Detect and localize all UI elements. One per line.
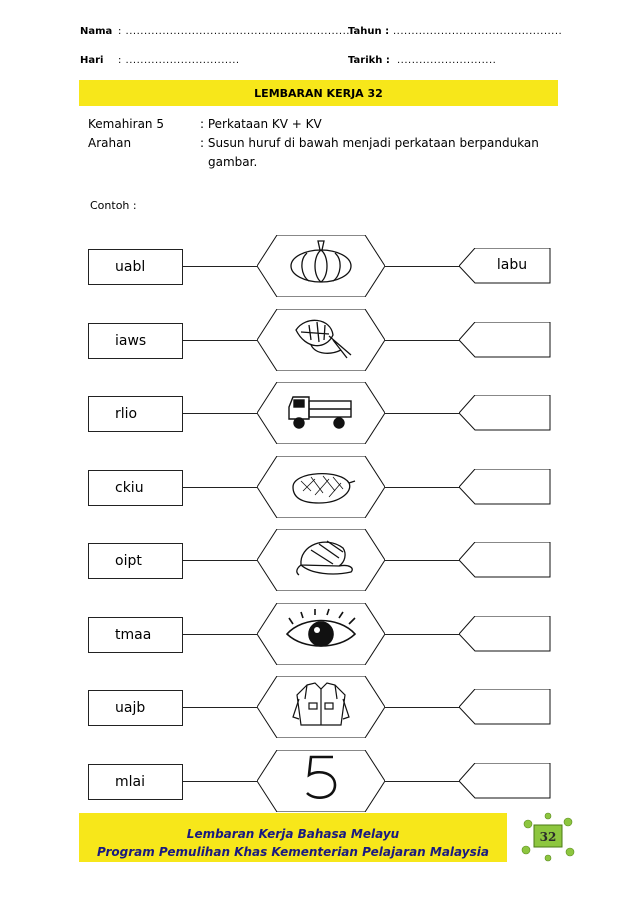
connector-line-left — [182, 487, 257, 488]
connector-line-left — [182, 340, 257, 341]
scrambled-word: uabl — [115, 259, 146, 275]
contoh-label: Contoh : — [90, 199, 137, 212]
scrambled-word: ckiu — [115, 479, 144, 496]
arahan-label: Arahan — [88, 136, 132, 150]
hari-label: Hari — [80, 55, 104, 66]
connector-line-left — [182, 560, 257, 561]
tarikh-field[interactable]: ........................... — [397, 55, 497, 66]
answer-box[interactable] — [459, 689, 551, 729]
hari-field[interactable]: : ............................... — [118, 55, 240, 66]
picture-hexagon — [257, 235, 385, 301]
footer-line2: Program Pemulihan Khas Kementerian Pelajaran Malaysia — [97, 845, 489, 859]
scrambled-word-box — [88, 543, 183, 579]
arahan-value-line1: : Susun huruf di bawah menjadi perkataan berpandukan — [200, 136, 539, 150]
scrambled-word-box — [88, 764, 183, 800]
picture-hexagon — [257, 382, 385, 448]
tahun-label: Tahun : — [348, 26, 390, 37]
connector-line-left — [182, 781, 257, 782]
picture-hexagon — [257, 309, 385, 375]
scrambled-word-box — [88, 470, 183, 506]
scrambled-word: oipt — [115, 553, 142, 569]
answer-box[interactable] — [459, 248, 551, 288]
worksheet-title-banner — [79, 80, 558, 106]
footer-banner — [79, 813, 507, 862]
tarikh-label: Tarikh : — [348, 55, 390, 66]
answer-box[interactable] — [459, 542, 551, 582]
picture-hexagon — [257, 676, 385, 742]
kemahiran-label: Kemahiran 5 — [88, 117, 164, 131]
connector-line-left — [182, 266, 257, 267]
scrambled-word-box — [88, 249, 183, 285]
scrambled-word: rlio — [115, 406, 138, 422]
answer-box[interactable] — [459, 469, 551, 509]
nama-field[interactable]: : .............................................................. — [118, 26, 354, 37]
scrambled-word-box — [88, 617, 183, 653]
connector-line-left — [182, 413, 257, 414]
connector-line-left — [182, 634, 257, 635]
connector-line-left — [182, 707, 257, 708]
picture-hexagon — [257, 603, 385, 669]
page-number-badge — [520, 812, 576, 862]
answer-box[interactable] — [459, 395, 551, 435]
arahan-value-line2: gambar. — [208, 155, 258, 169]
scrambled-word: mlai — [115, 773, 145, 790]
answer-box[interactable] — [459, 322, 551, 362]
scrambled-word-box — [88, 323, 183, 359]
scrambled-word: uajb — [115, 700, 146, 716]
picture-hexagon — [257, 529, 385, 595]
picture-hexagon — [257, 456, 385, 522]
nama-label: Nama — [80, 26, 113, 37]
kemahiran-value: : Perkataan KV + KV — [200, 117, 322, 131]
footer-line1: Lembaran Kerja Bahasa Melayu — [186, 827, 400, 841]
page-number: 32 — [539, 830, 557, 844]
answer-word: labu — [496, 257, 528, 273]
scrambled-word-box — [88, 396, 183, 432]
worksheet-title: LEMBARAN KERJA 32 — [254, 86, 383, 100]
scrambled-word-box — [88, 690, 183, 726]
picture-hexagon — [257, 750, 385, 816]
scrambled-word: iaws — [115, 332, 147, 349]
tahun-field[interactable]: .............................................. — [393, 26, 563, 37]
answer-box[interactable] — [459, 616, 551, 656]
answer-box[interactable] — [459, 763, 551, 803]
scrambled-word: tmaa — [115, 626, 152, 643]
